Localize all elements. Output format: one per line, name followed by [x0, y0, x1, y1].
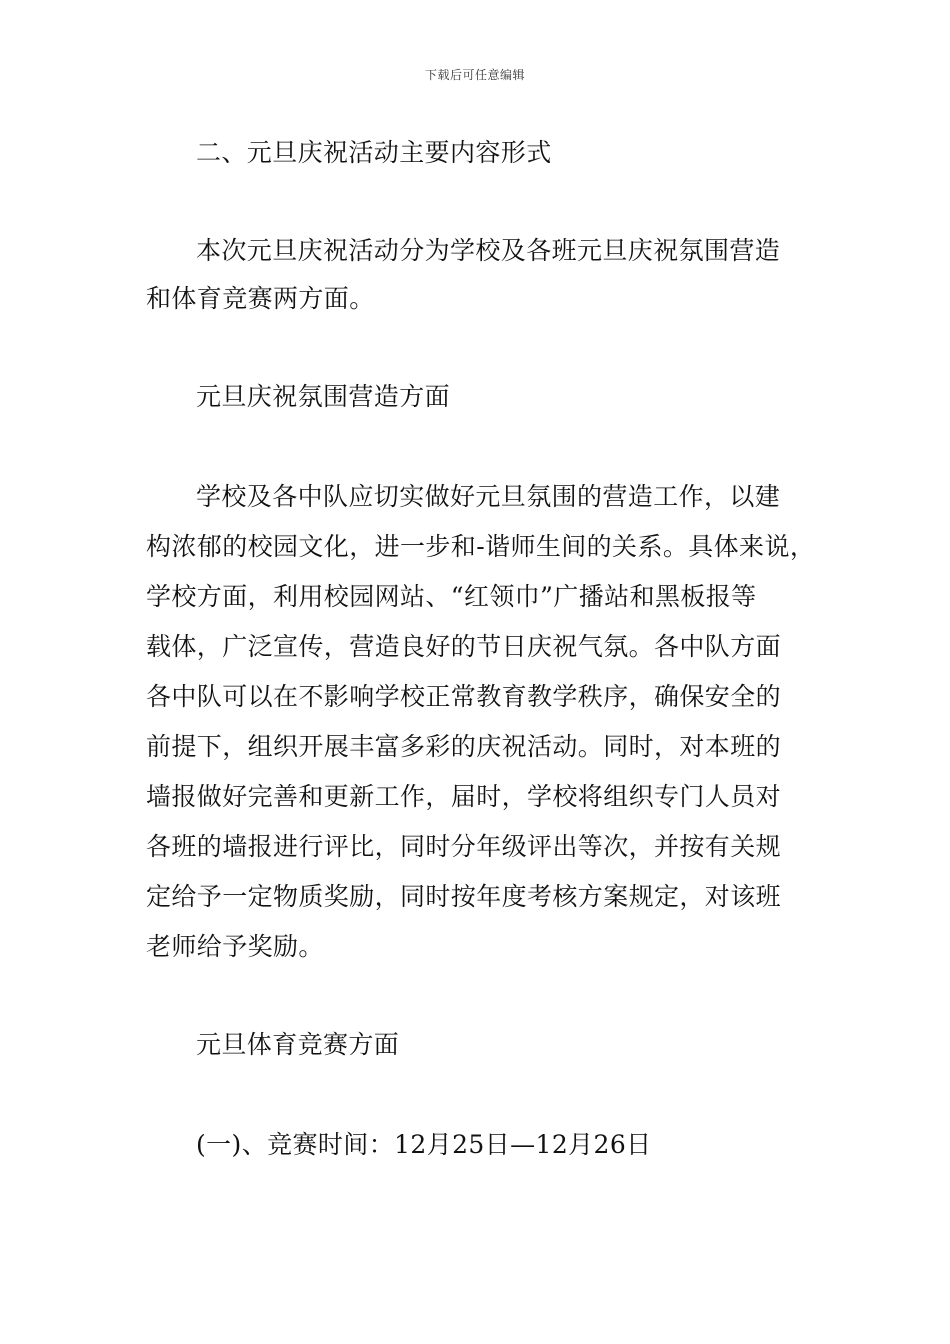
paragraph-line: 各中队可以在不影响学校正常教育教学秩序，确保安全的	[146, 682, 782, 711]
paragraph-line: 载体，广泛宣传，营造良好的节日庆祝气氛。各中队方面	[146, 632, 782, 661]
paragraph-line: 本次元旦庆祝活动分为学校及各班元旦庆祝氛围营造	[196, 236, 781, 265]
paragraph-line: 墙报做好完善和更新工作，届时，学校将组织专门人员对	[146, 782, 782, 811]
paragraph-line: 和体育竞赛两方面。	[146, 284, 375, 313]
paragraph-line: 老师给予奖励。	[146, 932, 324, 961]
section-heading: 二、元旦庆祝活动主要内容形式	[196, 138, 552, 167]
list-item: (一)、竞赛时间：12月25日—12月26日	[196, 1130, 652, 1159]
paragraph-line: 各班的墙报进行评比，同时分年级评出等次，并按有关规	[146, 832, 782, 861]
paragraph-line: 学校方面，利用校园网站、“红领巾”广播站和黑板报等	[146, 582, 757, 611]
page-header: 下载后可任意编辑	[424, 68, 525, 82]
paragraph-line: 学校及各中队应切实做好元旦氛围的营造工作，以建	[196, 482, 781, 511]
paragraph-line: 构浓郁的校园文化，进一步和-谐师生间的关系。具体来说，	[146, 532, 816, 561]
subsection-heading: 元旦体育竞赛方面	[196, 1030, 400, 1059]
subsection-heading: 元旦庆祝氛围营造方面	[196, 382, 451, 411]
paragraph-line: 定给予一定物质奖励，同时按年度考核方案规定，对该班	[146, 882, 782, 911]
paragraph-line: 前提下，组织开展丰富多彩的庆祝活动。同时，对本班的	[146, 732, 782, 761]
